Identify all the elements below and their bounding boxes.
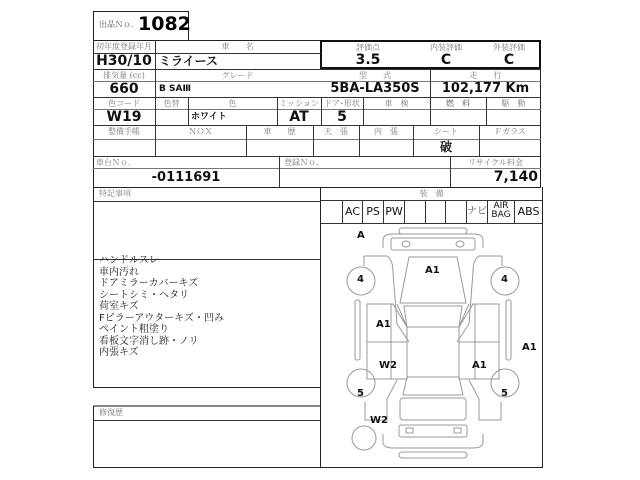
mark-left-front-door: A1 xyxy=(376,319,391,330)
remarks-section xyxy=(93,187,321,388)
registration-label: 登録Ｎｏ． xyxy=(284,158,324,167)
doors-value: 5 xyxy=(337,109,347,125)
lot-number-label: 出品Ｎｏ． xyxy=(99,20,139,29)
divider xyxy=(246,125,247,156)
lot-number-box xyxy=(93,11,189,40)
divider xyxy=(279,156,280,188)
divider xyxy=(93,109,541,110)
chassis-value: -0111691 xyxy=(151,170,221,185)
remark-item: 内張キズ xyxy=(99,347,139,358)
grade-value: B SAⅢ xyxy=(159,84,191,94)
nox-label: ＮＯＸ xyxy=(188,127,213,136)
lot-number: 1082 xyxy=(138,13,191,35)
mark-front-left-wheel: 4 xyxy=(357,274,364,285)
score-value: 3.5 xyxy=(355,53,381,68)
seat-label: シート xyxy=(434,127,458,136)
seat-value: 破 xyxy=(439,140,452,154)
mark-front-right-wheel: 4 xyxy=(501,274,508,285)
interior-grade-value: C xyxy=(440,53,452,68)
mileage-label: 走 行 xyxy=(469,71,502,80)
mark-rear-left-wheel: 5 xyxy=(357,388,364,399)
repair-history-label: 修復歴 xyxy=(99,408,123,417)
equip-pw: PW xyxy=(384,200,405,223)
car-name-value: ミライース xyxy=(159,54,219,68)
divider xyxy=(363,97,364,125)
mark-right-side: A1 xyxy=(522,342,537,353)
interior-trim-label: 内 張 xyxy=(374,127,398,136)
equip-abs: ABS xyxy=(517,205,540,218)
windshield-label: Ｆガラス xyxy=(494,127,526,136)
remarks-label: 特記事項 xyxy=(99,189,131,198)
remark-item: ペイント粗塗り xyxy=(99,324,169,335)
equip-airbag-label: AIR BAG xyxy=(491,201,511,220)
roof-label: 天 張 xyxy=(324,127,348,136)
divider xyxy=(93,97,541,98)
mark-left-rear-door: W2 xyxy=(379,360,397,371)
drive-label: 駆 動 xyxy=(501,99,526,108)
repair-history-section xyxy=(93,406,321,468)
equipment-section xyxy=(320,187,543,468)
recycle-fee-label: リサイクル料金 xyxy=(468,158,523,167)
equipment-row xyxy=(321,200,542,224)
transmission-value: AT xyxy=(289,109,309,125)
divider xyxy=(413,125,414,156)
remark-item: シートシミ・ヘタリ xyxy=(99,289,189,301)
color-value: ホワイト xyxy=(191,112,227,122)
exterior-grade-value: C xyxy=(503,53,515,68)
divider xyxy=(93,81,541,82)
divider xyxy=(93,168,541,169)
car-diagram xyxy=(321,224,542,467)
remark-item: 看板文字消し跡・ノリ xyxy=(99,335,199,347)
equip-blank-3 xyxy=(426,200,446,223)
service-book-label: 整備手帳 xyxy=(108,127,140,136)
mark-rear-left-quarter: W2 xyxy=(370,415,388,426)
equip-ps: PS xyxy=(363,200,384,223)
divider xyxy=(450,156,451,188)
divider xyxy=(93,139,541,140)
first-registration-value: H30/10 xyxy=(96,53,152,69)
model-label: 型 式 xyxy=(359,71,391,80)
remark-item: ハンドルスレ xyxy=(99,255,159,266)
divider xyxy=(321,97,322,125)
equip-airbag xyxy=(488,200,515,223)
first-registration-label: 初年度登録年月 xyxy=(96,42,152,51)
remark-item: 車内汚れ xyxy=(99,266,139,278)
interior-grade-label: 内装評価 xyxy=(430,43,462,52)
color-label: 色 xyxy=(228,99,237,108)
remark-item: ドアミラーカバーキズ xyxy=(99,278,199,289)
divider xyxy=(430,69,431,125)
divider xyxy=(93,125,541,126)
car-name-label: 車 名 xyxy=(221,42,254,51)
recycle-fee-value: 7,140 xyxy=(493,169,538,185)
model-value: 5BA-LA350S xyxy=(330,81,420,96)
divider xyxy=(313,125,314,156)
transmission-label: ミッション xyxy=(279,99,319,108)
divider xyxy=(93,69,541,70)
grade-label: グレード xyxy=(221,71,254,80)
divider xyxy=(93,53,321,54)
equip-ac: AC xyxy=(343,200,363,223)
color-code-label: 色コード xyxy=(108,99,140,108)
remark-item: Fピラーアウターキズ・凹み xyxy=(99,312,224,324)
remarks-list xyxy=(99,255,319,359)
mileage-value: 102,177 Km xyxy=(441,81,530,96)
divider xyxy=(479,125,480,156)
divider xyxy=(94,420,321,421)
mark-front-bumper: A xyxy=(357,230,365,241)
doors-label: ドア･形状 xyxy=(324,99,360,108)
score-label: 評価点 xyxy=(356,43,380,52)
divider xyxy=(155,40,156,156)
inspection-label: 車 検 xyxy=(384,99,409,108)
fuel-label: 燃 料 xyxy=(446,99,470,108)
divider xyxy=(94,201,321,202)
remark-item: 荷室キズ xyxy=(99,301,139,312)
equip-blank-4 xyxy=(446,200,467,223)
equip-blank-1 xyxy=(321,200,343,223)
equip-navi: ナビ xyxy=(467,200,488,223)
chassis-label: 車台Ｎｏ． xyxy=(96,158,136,167)
history-label: 車 歴 xyxy=(263,127,296,136)
mark-rear-right-wheel: 5 xyxy=(501,388,508,399)
exterior-grade-label: 外装評価 xyxy=(493,43,525,52)
equipment-label: 装 備 xyxy=(419,189,444,198)
color-code-value: W19 xyxy=(106,109,142,125)
divider xyxy=(486,97,487,125)
displacement-label: 排気量 (cc) xyxy=(103,71,145,80)
divider xyxy=(277,97,278,125)
divider xyxy=(93,156,541,157)
mark-hood: A1 xyxy=(425,265,440,276)
mark-right-rear-door: A1 xyxy=(472,360,487,371)
divider xyxy=(359,125,360,156)
equip-blank-2 xyxy=(405,200,426,223)
divider xyxy=(188,97,189,125)
displacement-value: 660 xyxy=(109,81,139,97)
color-change-label: 色替 xyxy=(163,99,180,108)
